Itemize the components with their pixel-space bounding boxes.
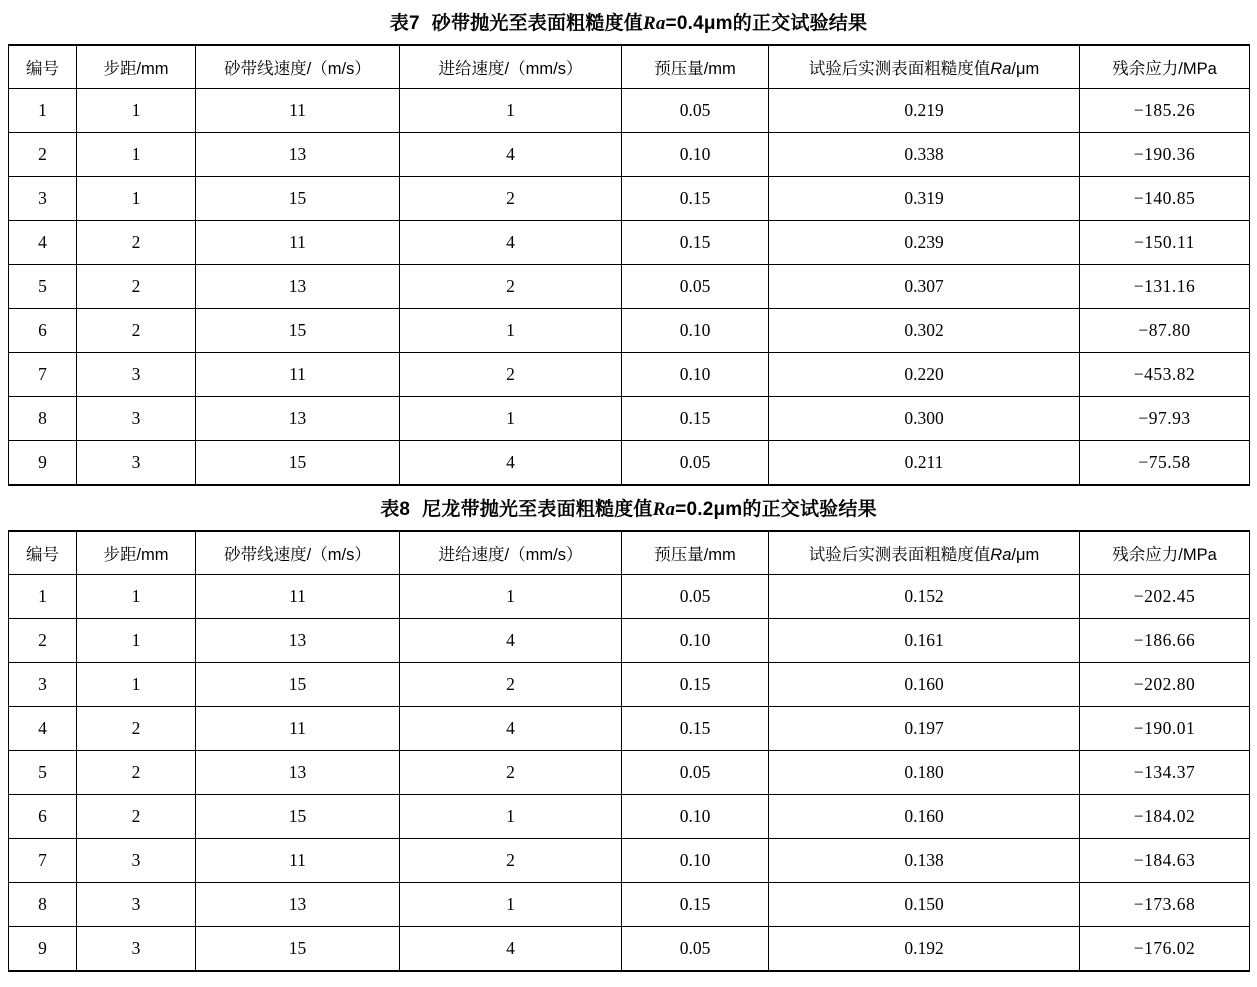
- cell-preload: 0.15: [622, 883, 769, 927]
- cell-belt-speed: 13: [196, 751, 400, 795]
- cell-step: 3: [77, 839, 196, 883]
- table-row: [9, 927, 1250, 972]
- cell-preload: 0.15: [622, 397, 769, 441]
- cell-step: 1: [77, 133, 196, 177]
- cell-preload: 0.10: [622, 795, 769, 839]
- cell-belt-speed: 11: [196, 707, 400, 751]
- cell-id: 8: [9, 883, 77, 927]
- cell-residual-stress: −202.80: [1080, 663, 1250, 707]
- cell-preload: 0.15: [622, 221, 769, 265]
- cell-belt-speed: 11: [196, 89, 400, 133]
- table-row: [9, 89, 1250, 133]
- column-header-step: 步距/mm: [77, 45, 196, 89]
- cell-measured-roughness: 0.219: [769, 89, 1080, 133]
- cell-preload: 0.15: [622, 177, 769, 221]
- table-row: [9, 221, 1250, 265]
- orthogonal-experiment-table-8: [8, 530, 1250, 972]
- cell-measured-roughness: 0.180: [769, 751, 1080, 795]
- cell-feed-speed: 2: [400, 177, 622, 221]
- cell-measured-roughness: 0.150: [769, 883, 1080, 927]
- cell-id: 2: [9, 619, 77, 663]
- cell-measured-roughness: 0.338: [769, 133, 1080, 177]
- table-caption-text-post-8: =0.2μm的正交试验结果: [675, 499, 877, 520]
- column-header-belt-speed: 砂带线速度/（m/s）: [196, 531, 400, 575]
- table-row: [9, 883, 1250, 927]
- cell-belt-speed: 15: [196, 927, 400, 972]
- cell-preload: 0.10: [622, 353, 769, 397]
- cell-measured-roughness: 0.302: [769, 309, 1080, 353]
- cell-residual-stress: −176.02: [1080, 927, 1250, 972]
- column-header-belt-speed: 砂带线速度/（m/s）: [196, 45, 400, 89]
- cell-step: 3: [77, 883, 196, 927]
- table-row: [9, 177, 1250, 221]
- cell-residual-stress: −140.85: [1080, 177, 1250, 221]
- cell-step: 1: [77, 663, 196, 707]
- cell-step: 1: [77, 89, 196, 133]
- table-row: [9, 619, 1250, 663]
- cell-belt-speed: 13: [196, 133, 400, 177]
- cell-feed-speed: 1: [400, 883, 622, 927]
- column-header-step: 步距/mm: [77, 531, 196, 575]
- cell-preload: 0.05: [622, 927, 769, 972]
- cell-feed-speed: 2: [400, 751, 622, 795]
- column-header-id: 编号: [9, 531, 77, 575]
- column-header-measured-roughness: 试验后实测表面粗糙度值Ra/μm: [769, 531, 1080, 575]
- cell-id: 2: [9, 133, 77, 177]
- cell-residual-stress: −184.02: [1080, 795, 1250, 839]
- cell-measured-roughness: 0.161: [769, 619, 1080, 663]
- cell-belt-speed: 15: [196, 663, 400, 707]
- cell-residual-stress: −186.66: [1080, 619, 1250, 663]
- cell-step: 2: [77, 795, 196, 839]
- cell-measured-roughness: 0.192: [769, 927, 1080, 972]
- cell-preload: 0.15: [622, 663, 769, 707]
- cell-step: 3: [77, 353, 196, 397]
- table-block-8: [8, 486, 1249, 972]
- table-caption-text-pre-7: 砂带抛光至表面粗糙度值: [431, 13, 643, 34]
- cell-feed-speed: 1: [400, 575, 622, 619]
- cell-measured-roughness: 0.239: [769, 221, 1080, 265]
- cell-feed-speed: 1: [400, 309, 622, 353]
- cell-feed-speed: 4: [400, 221, 622, 265]
- orthogonal-experiment-table-7: [8, 44, 1250, 486]
- cell-id: 8: [9, 397, 77, 441]
- cell-residual-stress: −202.45: [1080, 575, 1250, 619]
- column-header-id: 编号: [9, 45, 77, 89]
- table-row: [9, 707, 1250, 751]
- cell-preload: 0.05: [622, 441, 769, 486]
- cell-belt-speed: 15: [196, 309, 400, 353]
- cell-step: 3: [77, 397, 196, 441]
- table-caption-7: [8, 0, 1249, 44]
- table-caption-8: [8, 486, 1249, 530]
- cell-step: 2: [77, 751, 196, 795]
- cell-preload: 0.10: [622, 619, 769, 663]
- cell-feed-speed: 1: [400, 397, 622, 441]
- table-row: [9, 441, 1250, 486]
- cell-id: 5: [9, 751, 77, 795]
- table-row: [9, 751, 1250, 795]
- cell-belt-speed: 11: [196, 353, 400, 397]
- cell-id: 9: [9, 927, 77, 972]
- cell-step: 1: [77, 177, 196, 221]
- table-body-7: [9, 89, 1250, 486]
- table-row: [9, 575, 1250, 619]
- table-body-8: [9, 575, 1250, 972]
- cell-belt-speed: 13: [196, 397, 400, 441]
- cell-measured-roughness: 0.160: [769, 663, 1080, 707]
- cell-step: 1: [77, 619, 196, 663]
- cell-measured-roughness: 0.152: [769, 575, 1080, 619]
- cell-measured-roughness: 0.319: [769, 177, 1080, 221]
- cell-residual-stress: −173.68: [1080, 883, 1250, 927]
- cell-feed-speed: 2: [400, 265, 622, 309]
- cell-residual-stress: −185.26: [1080, 89, 1250, 133]
- cell-feed-speed: 4: [400, 133, 622, 177]
- table-block-7: [8, 0, 1249, 486]
- cell-preload: 0.10: [622, 839, 769, 883]
- table-header-8: [9, 531, 1250, 575]
- cell-belt-speed: 11: [196, 575, 400, 619]
- cell-residual-stress: −453.82: [1080, 353, 1250, 397]
- cell-residual-stress: −131.16: [1080, 265, 1250, 309]
- table-row: [9, 839, 1250, 883]
- table-row: [9, 265, 1250, 309]
- cell-preload: 0.05: [622, 265, 769, 309]
- cell-preload: 0.05: [622, 89, 769, 133]
- cell-step: 2: [77, 265, 196, 309]
- cell-measured-roughness: 0.138: [769, 839, 1080, 883]
- cell-feed-speed: 4: [400, 707, 622, 751]
- cell-id: 6: [9, 309, 77, 353]
- cell-id: 7: [9, 839, 77, 883]
- cell-belt-speed: 11: [196, 839, 400, 883]
- cell-preload: 0.05: [622, 575, 769, 619]
- cell-feed-speed: 2: [400, 663, 622, 707]
- cell-residual-stress: −87.80: [1080, 309, 1250, 353]
- cell-id: 7: [9, 353, 77, 397]
- cell-measured-roughness: 0.307: [769, 265, 1080, 309]
- cell-id: 4: [9, 707, 77, 751]
- cell-step: 2: [77, 221, 196, 265]
- cell-step: 1: [77, 575, 196, 619]
- cell-measured-roughness: 0.160: [769, 795, 1080, 839]
- cell-id: 6: [9, 795, 77, 839]
- column-header-feed-speed: 进给速度/（mm/s）: [400, 531, 622, 575]
- column-header-feed-speed: 进给速度/（mm/s）: [400, 45, 622, 89]
- cell-belt-speed: 15: [196, 795, 400, 839]
- table-caption-italic-7: Ra: [642, 13, 666, 34]
- column-header-residual-stress: 残余应力/MPa: [1080, 531, 1250, 575]
- table-row: [9, 133, 1250, 177]
- cell-feed-speed: 4: [400, 927, 622, 972]
- cell-feed-speed: 2: [400, 353, 622, 397]
- table-row: [9, 397, 1250, 441]
- cell-measured-roughness: 0.211: [769, 441, 1080, 486]
- table-caption-text-post-7: =0.4μm的正交试验结果: [665, 13, 868, 34]
- table-caption-number-7: 表7: [389, 13, 420, 34]
- cell-measured-roughness: 0.197: [769, 707, 1080, 751]
- table-row: [9, 663, 1250, 707]
- cell-step: 3: [77, 441, 196, 486]
- cell-step: 3: [77, 927, 196, 972]
- cell-residual-stress: −97.93: [1080, 397, 1250, 441]
- table-row: [9, 309, 1250, 353]
- cell-preload: 0.10: [622, 133, 769, 177]
- cell-belt-speed: 11: [196, 221, 400, 265]
- table-row: [9, 353, 1250, 397]
- cell-belt-speed: 15: [196, 441, 400, 486]
- table-row: [9, 795, 1250, 839]
- cell-measured-roughness: 0.300: [769, 397, 1080, 441]
- cell-step: 2: [77, 309, 196, 353]
- table-header-row: [9, 45, 1250, 89]
- cell-belt-speed: 13: [196, 619, 400, 663]
- cell-measured-roughness: 0.220: [769, 353, 1080, 397]
- cell-belt-speed: 13: [196, 883, 400, 927]
- cell-residual-stress: −150.11: [1080, 221, 1250, 265]
- cell-feed-speed: 2: [400, 839, 622, 883]
- cell-feed-speed: 4: [400, 441, 622, 486]
- cell-id: 1: [9, 575, 77, 619]
- cell-id: 3: [9, 663, 77, 707]
- cell-id: 1: [9, 89, 77, 133]
- cell-residual-stress: −184.63: [1080, 839, 1250, 883]
- cell-id: 3: [9, 177, 77, 221]
- cell-feed-speed: 1: [400, 795, 622, 839]
- column-header-preload: 预压量/mm: [622, 45, 769, 89]
- cell-id: 4: [9, 221, 77, 265]
- cell-preload: 0.05: [622, 751, 769, 795]
- cell-preload: 0.15: [622, 707, 769, 751]
- table-caption-text-pre-8: 尼龙带抛光至表面粗糙度值: [422, 499, 653, 520]
- table-header-row: [9, 531, 1250, 575]
- cell-id: 9: [9, 441, 77, 486]
- cell-id: 5: [9, 265, 77, 309]
- column-header-measured-roughness: 试验后实测表面粗糙度值Ra/μm: [769, 45, 1080, 89]
- cell-residual-stress: −190.01: [1080, 707, 1250, 751]
- table-caption-italic-8: Ra: [652, 499, 676, 520]
- cell-residual-stress: −190.36: [1080, 133, 1250, 177]
- column-header-preload: 预压量/mm: [622, 531, 769, 575]
- table-caption-number-8: 表8: [380, 499, 411, 520]
- cell-preload: 0.10: [622, 309, 769, 353]
- cell-feed-speed: 1: [400, 89, 622, 133]
- cell-step: 2: [77, 707, 196, 751]
- cell-residual-stress: −134.37: [1080, 751, 1250, 795]
- cell-feed-speed: 4: [400, 619, 622, 663]
- column-header-residual-stress: 残余应力/MPa: [1080, 45, 1250, 89]
- cell-belt-speed: 15: [196, 177, 400, 221]
- table-header-7: [9, 45, 1250, 89]
- cell-residual-stress: −75.58: [1080, 441, 1250, 486]
- cell-belt-speed: 13: [196, 265, 400, 309]
